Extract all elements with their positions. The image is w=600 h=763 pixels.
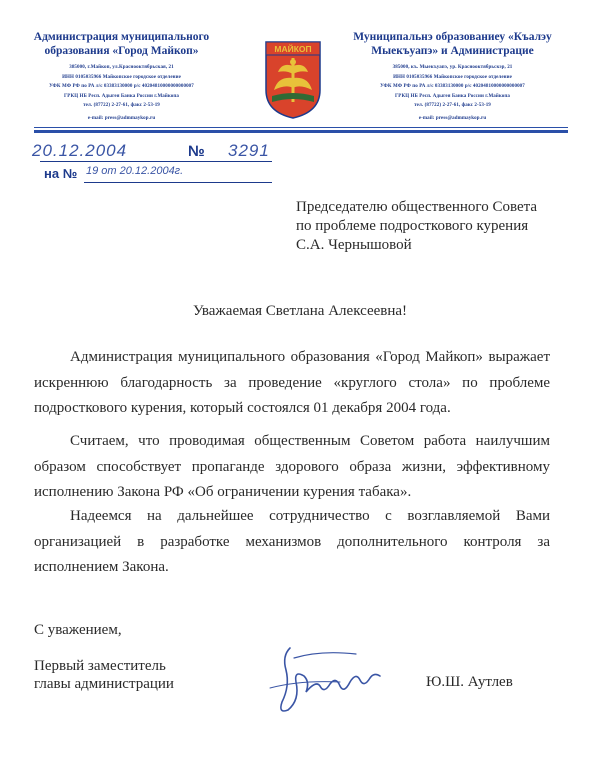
- letterhead-right-bank-branch: ГРКЦ НБ Респ. Адыгея Банка России г.Майкопа: [395, 93, 510, 99]
- closing: С уважением,: [34, 622, 122, 638]
- signatory-position-line-2: главы администрации: [34, 676, 174, 692]
- letterhead-left-title-2: образования «Город Майкоп»: [44, 45, 199, 57]
- body-paragraph-2: Считаем, что проводимая общественным Советом работа наилучшим образом способствует пропаганде здорового образа жизни, эффективному исполнению Закона РФ «Об ограничении курения табака».: [34, 433, 550, 500]
- addressee-block: [296, 198, 537, 255]
- letterhead-right-phone: тел. (87722) 2-27-61, факс 2-53-19: [414, 103, 491, 108]
- outgoing-date: 20.12.2004: [32, 141, 128, 160]
- emblem-text: МАЙКОП: [274, 44, 312, 54]
- letterhead-right-title-1: Муниципальнэ образованиеу «Къалэу: [353, 31, 552, 43]
- letterhead-right-title-2: Мыекъуапэ» и Администрацие: [371, 45, 534, 57]
- addressee-line-3: С.А. Чернышовой: [296, 237, 412, 253]
- letterhead-right-email: e-mail: press@admmaykop.ru: [418, 115, 487, 121]
- outgoing-number-label: №: [188, 143, 205, 160]
- body-paragraph-3: Надеемся на дальнейшее сотрудничество с возглавляемой Вами организацией в разработке механизмов дополнительного контроля за исполнением Закона.: [34, 508, 550, 575]
- coat-of-arms-icon: [264, 40, 322, 120]
- signatory-position-line-1: Первый заместитель: [34, 658, 166, 674]
- letterhead-left-email: e-mail: press@admmaykop.ru: [87, 115, 156, 121]
- letterhead-divider-thin: [34, 127, 568, 128]
- reference-value: 19 от 20.12.2004г.: [86, 165, 184, 177]
- letterhead-left: [14, 30, 229, 123]
- letterhead-left-address: 385000, г.Майкоп, ул.Краснооктябрьская, 21: [69, 65, 174, 70]
- letterhead-left-bank: УФК МФ РФ по РА л/с 03383130000 р/с 40204810000000000007: [49, 84, 194, 89]
- registration-underline-1: [40, 161, 272, 162]
- registration-underline-2: [84, 182, 272, 183]
- reference-label: на №: [44, 166, 78, 181]
- letterhead-left-title-1: Администрация муниципального: [33, 31, 210, 43]
- letterhead-right-address: 385000, къ. Мыекъуапэ, ур. Краснооктябрьскэр, 21: [392, 65, 513, 70]
- body-paragraph-1: Администрация муниципального образования «Город Майкоп» выражает искреннюю благодарность за проведение «круглого стола» по проблеме подросткового курения, который состоялся 01 декабря 2004 года.: [34, 349, 550, 416]
- addressee-line-2: по проблеме подросткового курения: [296, 218, 529, 234]
- signatory-position: [34, 657, 174, 693]
- letterhead-right-tax-ids: ИНН 0105035966 Майкопское городское отделение: [393, 74, 512, 80]
- outgoing-number: 3291: [228, 141, 270, 160]
- signatory-name: Ю.Ш. Аутлев: [426, 674, 513, 690]
- letterhead-left-tax-ids: ИНН 0105035966 Майкопское городское отделение: [62, 74, 181, 80]
- letterhead-left-phone: тел. (87722) 2-27-61, факс 2-53-19: [83, 103, 160, 108]
- letterhead-right: [345, 30, 560, 123]
- salutation: Уважаемая Светлана Алексеевна!: [192, 303, 408, 319]
- handwritten-signature: [260, 636, 400, 726]
- addressee-line-1: Председателю общественного Совета: [296, 199, 537, 215]
- letterhead-divider-thick: [34, 130, 568, 133]
- letterhead-left-bank-branch: ГРКЦ НБ Респ. Адыгея Банка России г.Майкопа: [64, 93, 179, 99]
- letterhead-right-bank: УФК МФ РФ по РА л/с 03383130000 р/с 40204810000000000007: [380, 84, 525, 89]
